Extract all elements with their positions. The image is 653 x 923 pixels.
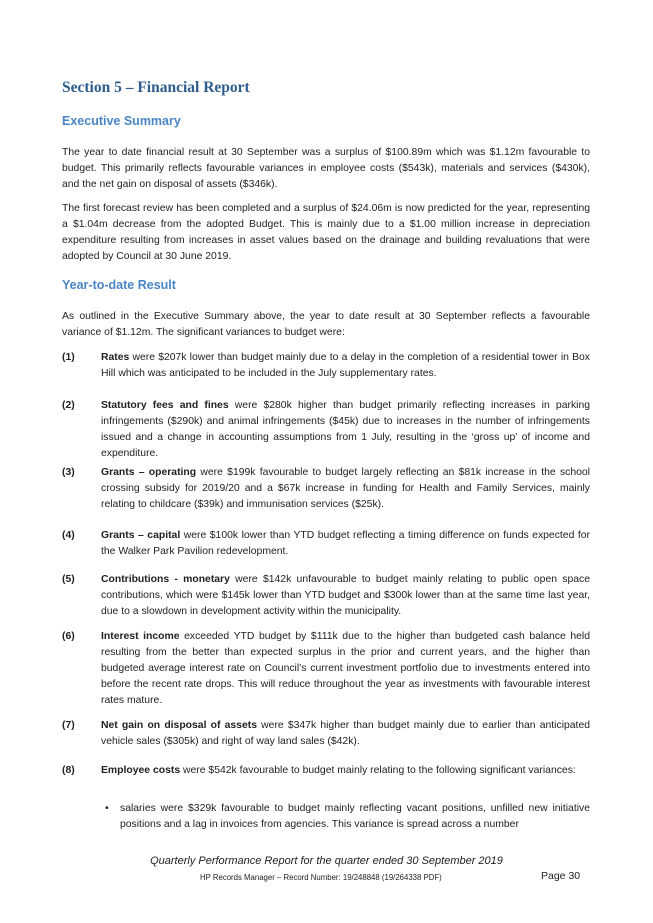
item-number: (4): [62, 530, 75, 541]
variance-item-6: [62, 629, 590, 709]
variance-item-4: [62, 528, 590, 560]
executive-summary-heading: Executive Summary: [62, 114, 181, 128]
item-text: were $280k higher than budget primarily reflecting increases in parking infringements ($290k) and animal infringements ($45k) due to increases in the number of infringements issued and a change in accounting assumptions from 1 July, resulting in the ‘gross up’ of income and expenditure.: [101, 400, 591, 459]
item-term: Employee costs: [101, 765, 181, 776]
section-title: Section 5 – Financial Report: [62, 79, 250, 96]
variance-item-7: [62, 718, 590, 750]
ytd-result-heading: Year-to-date Result: [62, 278, 176, 292]
item-text: were $100k lower than YTD budget reflecting a timing difference on funds expected for the Walker Park Pavilion redevelopment.: [101, 530, 590, 557]
item-term: Contributions - monetary: [101, 574, 230, 585]
item-term: Net gain on disposal of assets: [101, 720, 257, 731]
item-number: (6): [62, 631, 75, 642]
item-number: (1): [62, 352, 75, 363]
footer-page-number: Page 30: [541, 870, 581, 882]
item-number: (7): [62, 720, 75, 731]
item-text: were $199k favourable to budget largely reflecting an $81k increase in the school crossing subsidy for 2019/20 and a $67k increase in funding for Health and Family Services, mainly relating to childcare ($39k) and immunisation services ($25k).: [101, 467, 590, 510]
item-number: (3): [62, 467, 75, 478]
item-text: were $142k unfavourable to budget mainly relating to public open space contributions, which were $145k lower than YTD budget and $300k lower than at the same time last year, due to a slowdown in development activity within the municipality.: [101, 574, 590, 617]
item-term: Grants – capital: [101, 530, 181, 541]
ytd-intro-paragraph: As outlined in the Executive Summary above, the year to date result at 30 September reflects a favourable variance of $1.12m. The significant variances to budget were:: [62, 311, 590, 338]
bullet-text: salaries were $329k favourable to budget mainly reflecting vacant positions, unfilled new initiative positions and a lag in invoices from agencies. This variance is spread across a number: [120, 803, 590, 830]
item-text: were $207k lower than budget mainly due to a delay in the completion of a residential tower in Box Hill which was anticipated to be included in the July supplementary rates.: [101, 352, 590, 379]
variance-item-3: [62, 465, 590, 513]
item-number: (5): [62, 574, 75, 585]
item-term: Grants – operating: [101, 467, 197, 478]
executive-summary-paragraph-2: The first forecast review has been completed and a surplus of $24.06m is now predicted for the year, representing a $1.04m decrease from the adopted Budget. This is mainly due to a $1.00 million increase in depreciation expenditure resulting from increases in asset values based on the drainage and building revaluations that were adopted by Council at 30 June 2019.: [62, 203, 590, 262]
item-text: exceeded YTD budget by $111k due to the higher than budgeted cash balance held resulting from the better than expected surplus in the prior and current years, and the higher than budgeted average interest rate on Council’s current investment portfolio due to investments entered into before the recent rate drops. This will reduce throughout the year as investments with favourable interest rates mature.: [101, 631, 590, 706]
item-term: Rates: [101, 352, 130, 363]
item-text: were $542k favourable to budget mainly relating to the following significant variances:: [180, 765, 576, 776]
item-term: Interest income: [101, 631, 180, 642]
item-number: (2): [62, 400, 75, 411]
item-number: (8): [62, 765, 75, 776]
salaries-bullet: [101, 801, 590, 833]
variance-item-5: [62, 572, 590, 620]
footer-record-number: HP Records Manager – Record Number: 19/248848 (19/264338 PDF): [200, 873, 442, 882]
executive-summary-paragraph-1: The year to date financial result at 30 September was a surplus of $100.89m which was $1.12m favourable to budget. This primarily reflects favourable variances in employee costs ($543k), materials and services ($430k), and the net gain on disposal of assets ($346k).: [62, 147, 590, 190]
item-text: were $347k higher than budget mainly due to earlier than anticipated vehicle sales ($305k) and right of way land sales ($42k).: [101, 720, 591, 747]
variance-item-2: [62, 398, 590, 462]
variance-item-1: [62, 350, 590, 382]
footer-report-title: Quarterly Performance Report for the quarter ended 30 September 2019: [150, 855, 503, 867]
bullet-symbol: •: [105, 803, 109, 814]
item-term: Statutory fees and fines: [101, 400, 229, 411]
variance-item-8: [62, 763, 590, 779]
